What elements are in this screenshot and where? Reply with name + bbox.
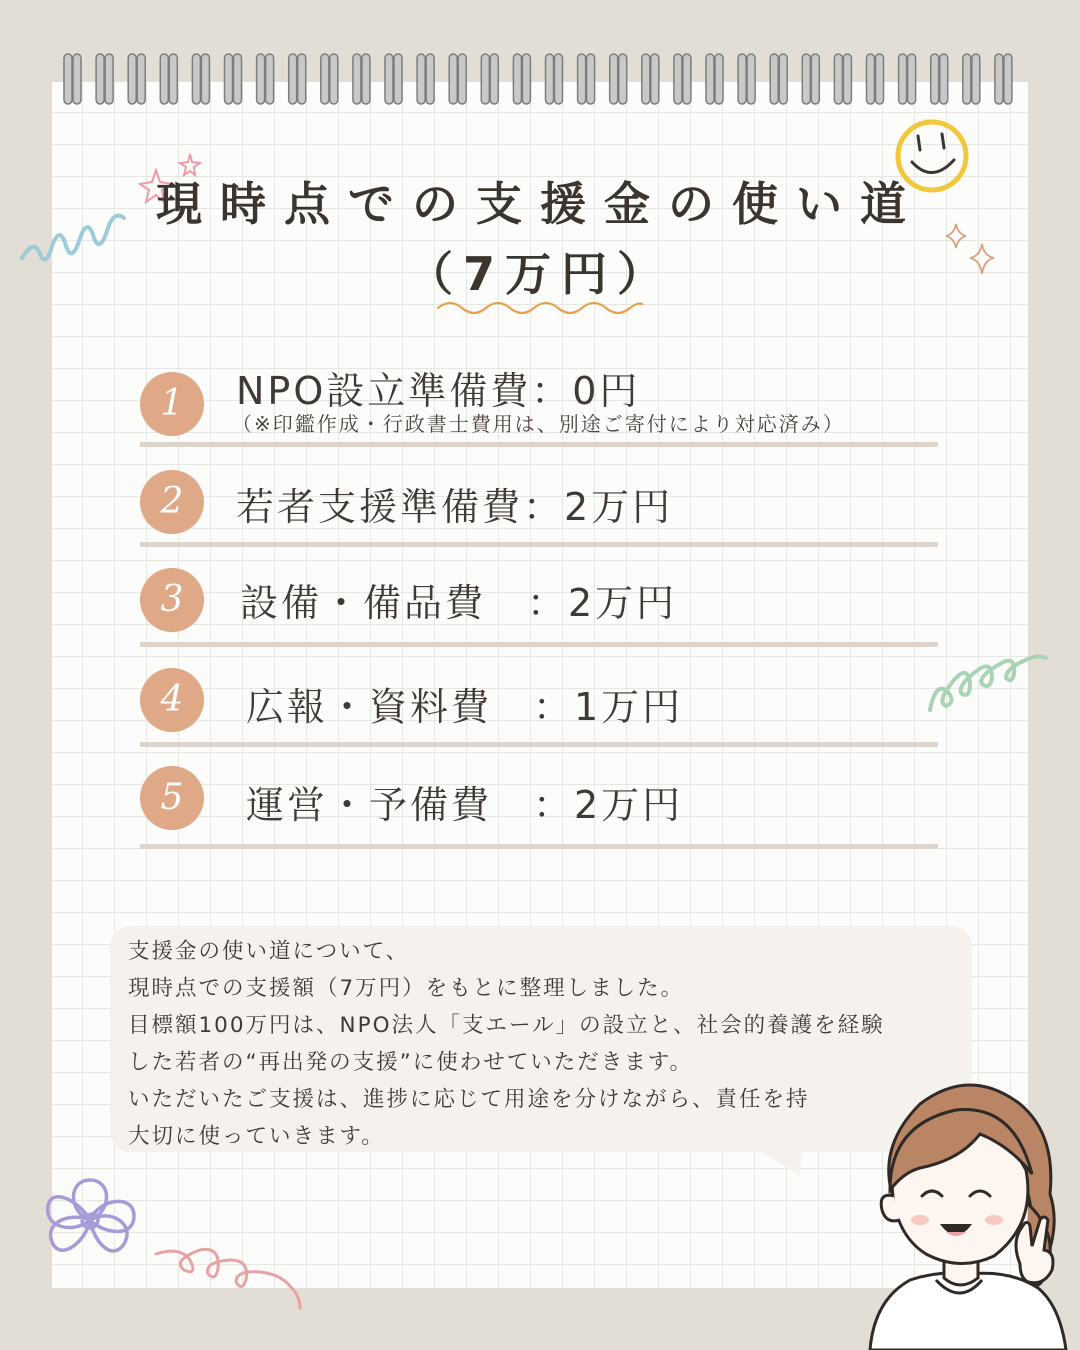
- divider: [140, 642, 938, 647]
- spiral-ring: [321, 54, 329, 104]
- spiral-ring: [225, 54, 233, 104]
- spiral-ring: [587, 54, 595, 104]
- spiral-ring: [458, 54, 466, 104]
- spiral-ring: [899, 54, 907, 104]
- item-label: NPO設立準備費：0円: [236, 369, 641, 413]
- message-line: 現時点での支援額（7万円）をもとに整理しました。: [128, 976, 685, 1001]
- message-line: した若者の“再出発の支援”に使わせていただきます。: [128, 1050, 694, 1075]
- spiral-ring: [298, 54, 306, 104]
- page-subtitle: （7万円）: [406, 247, 673, 301]
- list-item: [140, 666, 938, 766]
- spiral-ring: [490, 54, 498, 104]
- item-label: 広報・資料費 ：1万円: [246, 685, 684, 729]
- message-line: 支援金の使い道について、: [128, 939, 410, 964]
- spiral-ring: [972, 54, 980, 104]
- spiral-ring: [876, 54, 884, 104]
- item-number-badge: 1: [140, 372, 204, 436]
- spiral-ring: [747, 54, 755, 104]
- divider: [140, 542, 938, 547]
- list-item: [140, 764, 938, 864]
- woman-illustration: [860, 1074, 1080, 1350]
- spiral-ring: [995, 54, 1003, 104]
- spiral-ring: [192, 54, 200, 104]
- spiral-ring: [610, 54, 618, 104]
- squiggle-icon: [150, 1230, 310, 1320]
- spiral-ring: [169, 54, 177, 104]
- spiral-ring: [1004, 54, 1012, 104]
- spiral-ring: [105, 54, 113, 104]
- list-item: [140, 368, 938, 468]
- spiral-ring: [940, 54, 948, 104]
- spiral-ring: [674, 54, 682, 104]
- spiral-ring: [137, 54, 145, 104]
- spiral-ring: [779, 54, 787, 104]
- spiral-ring: [706, 54, 714, 104]
- spiral-ring: [394, 54, 402, 104]
- spiral-ring: [683, 54, 691, 104]
- item-number-badge: 5: [140, 766, 204, 830]
- message-line: いただいたご支援は、進捗に応じて用途を分けながら、責任を持: [128, 1087, 810, 1112]
- item-label: 若者支援準備費：2万円: [236, 485, 674, 529]
- item-number-badge: 4: [140, 668, 204, 732]
- page-title: 現時点での支援金の使い道: [156, 177, 924, 231]
- item-note: （※印鑑作成・行政書士費用は、別途ご寄付により対応済み）: [232, 412, 845, 436]
- spiral-ring: [353, 54, 361, 104]
- spiral-ring: [578, 54, 586, 104]
- spiral-binding: [58, 52, 1024, 108]
- spiral-ring: [201, 54, 209, 104]
- message-line: 目標額100万円は、NPO法人「支エール」の設立と、社会的養護を経験: [128, 1013, 885, 1038]
- list-item: [140, 566, 938, 666]
- divider: [140, 742, 938, 747]
- spiral-ring: [330, 54, 338, 104]
- divider: [140, 442, 938, 447]
- spiral-ring: [96, 54, 104, 104]
- spiral-ring: [266, 54, 274, 104]
- spiral-ring: [362, 54, 370, 104]
- spiral-ring: [738, 54, 746, 104]
- spiral-ring: [257, 54, 265, 104]
- spiral-ring: [513, 54, 521, 104]
- spiral-ring: [963, 54, 971, 104]
- spiral-ring: [64, 54, 72, 104]
- spiral-ring: [160, 54, 168, 104]
- item-label: 設備・備品費 ：2万円: [240, 581, 678, 625]
- flower-icon: [38, 1172, 142, 1270]
- squiggle-icon: [926, 640, 1050, 720]
- wave-underline: [434, 290, 646, 320]
- item-number-badge: 3: [140, 568, 204, 632]
- spiral-ring: [834, 54, 842, 104]
- spiral-ring: [555, 54, 563, 104]
- spiral-ring: [481, 54, 489, 104]
- spiral-ring: [128, 54, 136, 104]
- spiral-ring: [843, 54, 851, 104]
- spiral-ring: [715, 54, 723, 104]
- spiral-ring: [619, 54, 627, 104]
- spiral-ring: [770, 54, 778, 104]
- list-item: [140, 468, 938, 568]
- spiral-ring: [811, 54, 819, 104]
- spiral-ring: [234, 54, 242, 104]
- spiral-ring: [385, 54, 393, 104]
- spiral-ring: [73, 54, 81, 104]
- spiral-ring: [289, 54, 297, 104]
- spiral-ring: [546, 54, 554, 104]
- spiral-ring: [867, 54, 875, 104]
- spiral-ring: [426, 54, 434, 104]
- spiral-ring: [908, 54, 916, 104]
- spiral-ring: [931, 54, 939, 104]
- spiral-ring: [449, 54, 457, 104]
- spiral-ring: [651, 54, 659, 104]
- item-number-badge: 2: [140, 470, 204, 534]
- spiral-ring: [642, 54, 650, 104]
- message-line: 大切に使っていきます。: [128, 1124, 385, 1149]
- spiral-ring: [802, 54, 810, 104]
- spiral-ring: [417, 54, 425, 104]
- divider: [140, 844, 938, 849]
- spiral-ring: [522, 54, 530, 104]
- item-label: 運営・予備費 ：2万円: [246, 783, 684, 827]
